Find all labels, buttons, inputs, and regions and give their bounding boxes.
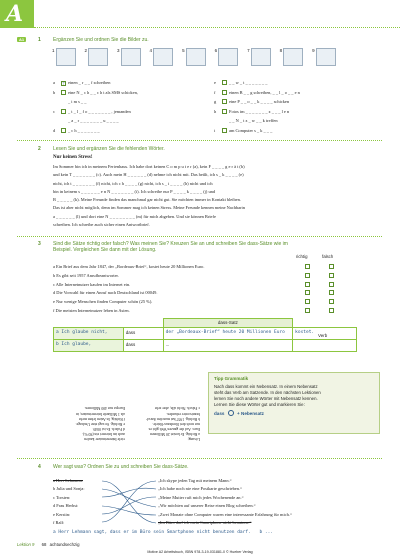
picture-number: 8 — [279, 48, 283, 53]
solution-line: viele Internetnutzer kaufen — [84, 437, 125, 441]
quote: „Ich skype jeden Tag mit meinem Mann.“ — [158, 478, 232, 483]
footer-publisher: Motive A2 Arbeitsbuch, ISBN 978-3-19-031881-0 © Hueber Verlag — [147, 550, 253, 554]
answer-next: b ... — [259, 530, 274, 535]
answer-box[interactable] — [222, 90, 227, 95]
exercise-1-number: 1 — [38, 37, 41, 43]
table-row-a-dass: dass — [123, 327, 163, 339]
picture-5 — [182, 48, 206, 66]
text-line: a _ _ _ _ _ _ (l) und dort eine N _ _ _ _ _ _ _ _ (m) für mich abgeben. Und sie können Briefe — [53, 213, 216, 219]
exercise-3-instruction: Sind die Sätze richtig oder falsch? Was meinen Sie? Kreuzen Sie an und schreiben Sie dass-Sätze wie im Beispiel. Vergleichen Sie dann mit der Lösung. — [53, 241, 288, 254]
table-row-a-verb: kostet. — [293, 327, 357, 339]
exercise-4-number: 4 — [38, 464, 41, 470]
solution-line: Lösung: — [187, 437, 200, 441]
item-text: _ i m s _ _ — [68, 99, 87, 104]
item-text: einen _ r _ _ f schreiben — [68, 80, 111, 85]
tip-line: Lernen Sie diese Wörter gut und markieren Sie: — [214, 401, 305, 407]
answer-box[interactable] — [222, 109, 227, 114]
statement-text: f Die meisten Internetnutzer leben in Asien. — [53, 307, 130, 313]
text-line: bin in keinem s _ _ _ _ _ _ e n N _ _ _ _ _ _ _ (i). Ich schreibe nur P _ _ _ _ k _ _ _ _ (j) und — [53, 188, 216, 194]
picture-number: 7 — [247, 48, 250, 53]
exercise-1-item — [53, 80, 213, 90]
media-image — [251, 48, 271, 66]
exercise-2-text — [53, 163, 383, 229]
answer-box[interactable] — [61, 109, 66, 114]
checkbox-falsch[interactable] — [329, 308, 334, 313]
text-line: nicht, ich t _ _ _ _ _ _ _ (f) nicht, ich c h _ _ _ _ (g) nicht, ich s _ i _ _ _ _ (h) nicht und ich — [53, 180, 213, 186]
tip-line: Nach dass kommt ein Nebensatz. In einem Nebensatz — [214, 383, 318, 389]
quotes-list — [158, 477, 388, 527]
table-row-a-left: a Ich glaube nicht, — [54, 327, 124, 339]
picture-4 — [150, 48, 174, 66]
exercise-2-number: 2 — [38, 146, 41, 152]
solution-line: als 1 Milliarde Internetnutzer, in — [75, 411, 125, 416]
media-image — [153, 48, 173, 66]
exercise-1-left-column — [53, 80, 213, 137]
speaker: f Ralf: — [53, 520, 65, 526]
solution-line: e Richtig. So sagt eine Umfrage. — [75, 421, 125, 426]
magnifier-icon — [228, 410, 234, 416]
answer-box[interactable] — [61, 90, 66, 95]
statement-row — [53, 281, 383, 290]
item-text: _ _ w _ t _ _ _ _ _ _ _ — [229, 80, 268, 85]
exercise-3-statements — [53, 263, 383, 316]
item-text: am Computer s _ k _ _ _ — [229, 127, 273, 133]
picture-number: 5 — [182, 48, 185, 53]
checkbox-richtig[interactable] — [305, 299, 310, 304]
exercise-2-title: Nur keinen Stress! — [53, 155, 93, 160]
item-text: eine P _ _ o _ _ k _ _ _ _ schicken — [229, 99, 290, 104]
divider-2 — [17, 236, 382, 237]
solution-line: Euro. Auf der ganzen Welt gibt es — [148, 426, 200, 431]
checkbox-richtig[interactable] — [305, 264, 310, 269]
picture-number: 4 — [149, 48, 153, 53]
picture-1 — [52, 48, 76, 66]
statement-row — [53, 298, 383, 307]
table-row-a-clause: der „Bordeaux-Brief“ heute 20 Millionen Euro — [163, 327, 293, 339]
checkbox-richtig[interactable] — [305, 282, 310, 287]
answer-box[interactable] — [222, 80, 227, 85]
speaker: a Herr Lehmann: — [53, 478, 83, 483]
column-falsch: falsch — [322, 254, 334, 259]
checkbox-richtig[interactable] — [305, 308, 310, 313]
checkbox-falsch[interactable] — [329, 299, 334, 304]
dass-satz-table — [53, 318, 357, 352]
column-richtig: richtig — [296, 254, 308, 259]
exercise-4-instruction: Wer sagt was? Ordnen Sie zu und schreiben Sie dass-Sätze. — [53, 464, 189, 470]
footer-lektion: Lektion 9 — [17, 542, 35, 547]
statement-row — [53, 307, 383, 316]
chapter-tab: A — [0, 0, 34, 28]
footer — [17, 542, 383, 547]
text-line: Das ist aber nicht möglich, denn im Sommer mag ich keinen Stress. Meine Freunde kennen meine Nachbarin — [53, 205, 245, 211]
checkbox-falsch[interactable] — [329, 282, 334, 287]
picture-number: 9 — [312, 48, 315, 53]
item-text: einen B _ _ g schreiben, _ _ l _ o _ _ e n — [229, 89, 300, 95]
exercise-3-number: 3 — [38, 241, 41, 247]
item-letter: b — [53, 89, 56, 95]
media-image — [316, 48, 336, 66]
table-header-empty-verb — [293, 319, 357, 328]
tip-title: Tipp Grammatik — [214, 376, 249, 381]
solution-line: nur noch drei Bordeaux-Briefe. — [152, 421, 200, 426]
item-text: Fotos im _ _ _ _ _ _ _ z _ _ _ l e n — [229, 108, 290, 114]
answer-box[interactable]: 7 — [62, 81, 65, 86]
solution-line: d Falsch. Es ist 0049. — [92, 426, 125, 431]
media-image — [186, 48, 206, 66]
footer-page-word: achtundsechzig — [49, 542, 80, 547]
exercise-1-item — [214, 90, 384, 100]
exercise-1-item — [53, 90, 213, 100]
solution-line: a Richtig. Er kostet 20 Millionen — [150, 431, 200, 436]
table-header-dass — [123, 319, 163, 328]
exercise-1-item — [53, 118, 213, 128]
statement-text: c Alle Internetnutzer kaufen im Internet ein. — [53, 281, 131, 287]
item-letter: d — [53, 127, 56, 133]
answer-box[interactable] — [222, 99, 227, 104]
checkbox-richtig[interactable] — [305, 273, 310, 278]
statement-text: b Es gibt seit 1957 Anrufbeantworter. — [53, 272, 119, 278]
statement-text: e Nur wenige Menschen finden Computer schön (25 %). — [53, 299, 153, 305]
exercise-1-item — [53, 99, 213, 109]
checkbox-falsch[interactable] — [329, 273, 334, 278]
exercise-1-right-column — [214, 80, 384, 137]
media-image — [121, 48, 141, 66]
table-row-b-clause: ... — [163, 339, 293, 351]
table-row-b-left: b Ich glaube, — [54, 339, 124, 351]
solution-line: b Richtig. 1957 hat man den Anruf- — [145, 416, 200, 421]
solution-line: c Falsch. Nicht alle, aber sehr — [154, 406, 200, 411]
answer-box[interactable] — [61, 128, 66, 133]
quote: „Wir möchten auf unserer Reise einen Blog schreiben.“ — [158, 503, 256, 509]
checkbox-richtig[interactable] — [305, 290, 310, 295]
solution-box — [53, 368, 203, 442]
quote: „Meine Mutter ruft mich jedes Wochenende an.“ — [158, 494, 244, 500]
formula-dass: dass — [214, 410, 225, 416]
item-letter: f — [214, 89, 216, 95]
exercise-1-item — [214, 128, 384, 138]
picture-6 — [215, 48, 239, 66]
answer-example: a Herr Lehmann sagt, dass er im Büro sein Smartphone nicht benutzen darf. — [53, 530, 251, 535]
formula-nebensatz: + Nebensatz — [237, 410, 264, 416]
tip-line: lernen Sie noch andere Wörter mit Nebensatz kennen. — [214, 395, 318, 401]
table-verb-header: Verb — [318, 333, 328, 338]
quote: „Ich habe noch nie eine Postkarte geschrieben.“ — [158, 486, 242, 492]
exercise-1-item — [53, 128, 213, 138]
item-text: eine N _ c h _ _ c h t als SMS schicken, — [68, 89, 138, 95]
item-text: _ t _ l _ f o _ _ _ _ _ _ _ , jemanden — [68, 108, 131, 114]
statement-text: d Die Vorwahl für einen Anruf nach Deutschland ist 00049. — [53, 290, 158, 296]
speaker: b Julia und Sonja: — [53, 486, 85, 492]
table-header-dass-satz: dass-Satz — [163, 319, 293, 328]
picture-number: 2 — [84, 48, 88, 53]
media-image — [283, 48, 303, 66]
speaker: e Kerstin: — [53, 511, 71, 517]
checkbox-falsch[interactable] — [329, 264, 334, 269]
exercise-2-instruction: Lesen Sie und ergänzen Sie die fehlenden Wörter. — [53, 146, 165, 152]
item-letter: i — [214, 127, 216, 133]
picture-8 — [280, 48, 304, 66]
divider-3 — [17, 458, 382, 459]
checkbox-falsch[interactable] — [329, 290, 334, 295]
tip-line: steht das Verb am Satzende. In den nächsten Lektionen — [214, 389, 321, 395]
item-letter: g — [214, 99, 217, 104]
media-image — [218, 48, 238, 66]
text-line: B _ _ _ _ _ (k). Meine Freunde finden das manchmal gar nicht gut. Sie möchten immer in Kontakt bleiben. — [53, 197, 241, 203]
footer-page-number: 68 — [41, 542, 47, 547]
exercise-1-item — [53, 109, 213, 119]
speaker: d Frau Herbst: — [53, 503, 79, 509]
statement-text: a Ein Brief aus dem Jahr 1847, der „Bordeaux-Brief“, kostet heute 20 Millionen Euro. — [53, 264, 205, 269]
statement-row — [53, 289, 383, 298]
exercise-4-answer — [53, 530, 273, 536]
exercise-1-item — [214, 99, 384, 109]
picture-7 — [247, 48, 271, 66]
item-text: _ c h _ _ _ _ _ _ _ — [68, 127, 100, 133]
solution-line: Europa nur 400 Millionen. — [84, 406, 125, 411]
solution-line: beantworter erfunden. — [166, 411, 200, 416]
matching-lines — [100, 477, 158, 529]
item-letter: a — [53, 80, 55, 85]
exercise-1-item — [214, 109, 384, 119]
item-letter: h — [214, 108, 217, 114]
exercise-1-item — [214, 118, 384, 128]
table-header-empty — [54, 319, 124, 328]
item-letter: e — [214, 80, 216, 85]
media-image — [88, 48, 108, 66]
item-text: _ a _ r _ _ _ _ _ _ _ u _ _ _ _ — [68, 118, 119, 123]
section-badge: A1 — [19, 37, 25, 42]
item-text: _ _ N _ t z _ w _ _ k treffen — [229, 118, 278, 123]
quote: „Zwei Monate ohne Computer waren eine interessante Erfahrung für mich.“ — [158, 511, 292, 517]
table-row-b-dass: dass — [123, 339, 163, 351]
statement-row — [53, 272, 383, 281]
text-line: Im Sommer bin ich in meinem Ferienhaus. Ich habe dort keinen C o m p u t e r (a), kein F _ _ _ _ g e r ä t (b) — [53, 164, 245, 169]
picture-9 — [312, 48, 336, 66]
text-line: schreiben. Ich schreibe auch sicher einen Antwortbrief. — [53, 222, 150, 228]
exercise-1-item — [214, 80, 384, 90]
picture-number: 1 — [52, 48, 55, 53]
picture-number: 6 — [214, 48, 218, 53]
header-rule — [34, 27, 400, 28]
tip-formula — [214, 410, 374, 417]
picture-2 — [85, 48, 109, 66]
table-row-b-verb — [293, 339, 357, 351]
picture-strip — [52, 48, 352, 74]
grammar-tip-box — [208, 372, 380, 434]
media-image — [56, 48, 76, 66]
divider-1 — [17, 140, 382, 141]
answer-box[interactable] — [222, 128, 227, 133]
speaker: c Torsten: — [53, 494, 71, 500]
item-letter: c — [53, 108, 55, 114]
solution-line: f Richtig. In Asien leben mehr — [79, 416, 125, 421]
quote: „Im Büro darf ich mein Smartphone nicht benutzen.“ — [158, 520, 252, 526]
picture-3 — [117, 48, 141, 66]
statement-row — [53, 263, 383, 272]
text-line: und kein T _ _ _ _ _ _ _ (c). Auch mein H _ _ _ _ _ _ (d) nehme ich nicht mit. Das heißt, ich s _ k _ _ _ _ (e) — [53, 172, 244, 178]
solution-line: auch im Internet ein (80 %). — [82, 431, 125, 436]
picture-number: 3 — [117, 48, 120, 53]
exercise-1-instruction: Ergänzen Sie und ordnen Sie die Bilder zu. — [53, 37, 149, 43]
